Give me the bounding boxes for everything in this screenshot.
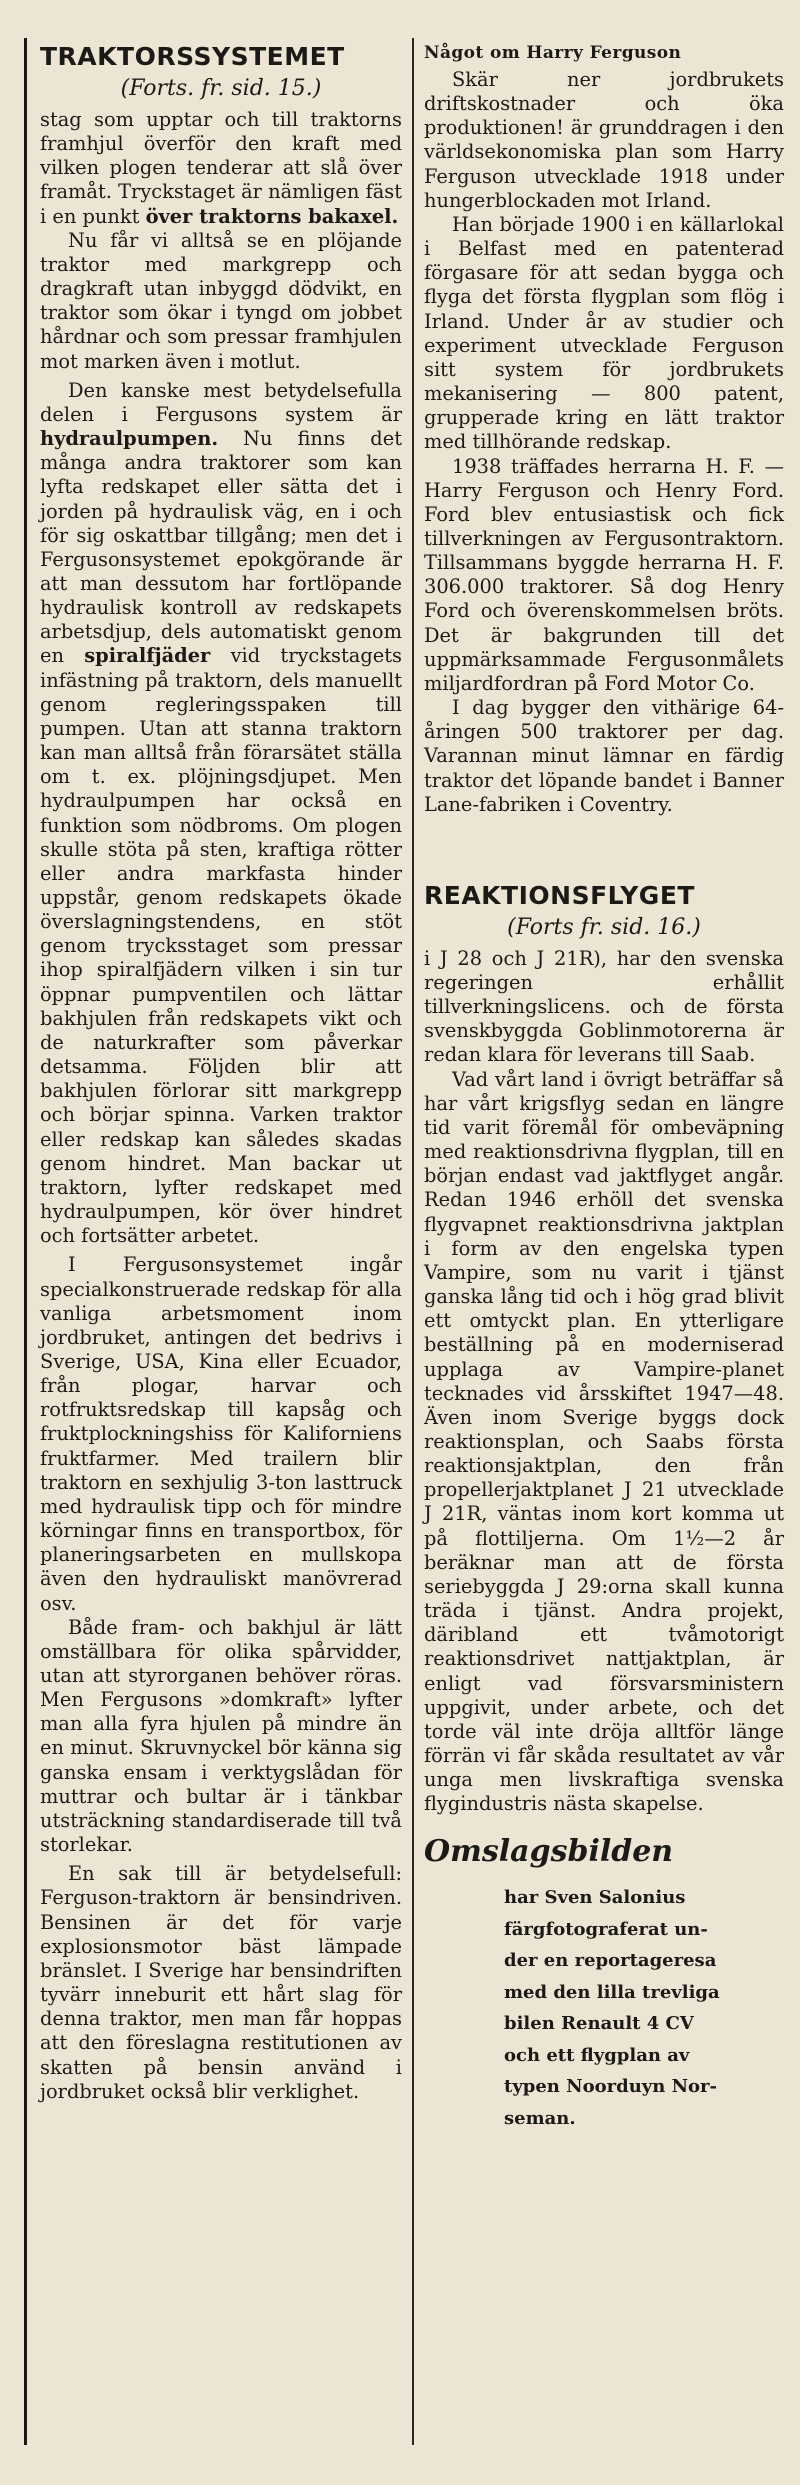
left-margin-rule [24,38,27,2445]
paragraph: stag som upptar och till traktorns framhjul överför den kraft med vilken plogen tenderar att slå över framåt. Tryckstaget är nämligen fäst i en punkt över traktorns bakaxel. [40,108,402,228]
continuation-note: (Forts fr. sid. 16.) [507,914,701,940]
caption-line: typen Noorduyn Nor- [504,2076,718,2098]
caption-line: bilen Renault 4 CV [504,2013,694,2035]
caption-line: har Sven Salonius [504,1887,686,1909]
continuation-note: (Forts. fr. sid. 15.) [120,76,322,101]
article-title: REAKTIONSFLYGET [424,880,695,910]
left-column [40,36,402,2104]
cover-caption [504,1882,784,2134]
caption-line: med den lilla trevliga [504,1981,720,2003]
paragraph: Den kanske mest betydelsefulla delen i Fergusons system är hydraulpumpen. Nu finns det många andra traktorer som kan lyfta redskapet eller sätta det i jorden på hydraulisk väg, en i och för sig oskattbar tillgång; men det i Fergusonsystemet epokgörande är att man dessutom har fortlöpande hydraulisk kontroll av redskapets arbetsdjup, dels automatiskt genom en spiralfjäder vid tryckstagets infästning på traktorn, dels manuellt genom regleringsspaken till pumpen. Utan att stanna traktorn kan man alltså från förarsätet ställa om t. ex. plöjningsdjupet. Men hydraulpumpen har också en funktion som nödbroms. Om plogen skulle stöta på sten, kraftiga rötter eller andra markfasta hinder uppstår, genom redskapets ökade överslagningstendens, en stöt genom trycksstaget som pressar ihop spiralfjädern vilken i sin tur öppnar pumpventilen och lättar bakhjulen från redskapets vikt och de naturkrafter som påverkar detsamma. Följden blir att bakhjulen förlorar sitt markgrepp och börjar spinna. Varken traktor eller redskap kan således skadas genom hindret. Man backar ut traktorn, lyfter redskapet med hydraulpumpen, kör över hindret och fortsätter arbetet. [40,378,402,1248]
paragraph: Nu får vi alltså se en plöjande traktor med markgrepp och dragkraft utan inbyggd dödvikt, en traktor som ökar i tyngd om jobbet hårdnar och som pressar framhjulen mot marken även i motlut. [40,228,402,373]
paragraph: Han började 1900 i en källarlokal i Belfast med en patenterad förgasare för att sedan bygga och flyga det första flygplan som flög i Irland. Under år av studier och experiment utvecklade Ferguson sitt system för jordbrukets mekanisering — 800 patent, grupperade kring en lätt traktor med tillhörande redskap. [424,212,784,454]
caption-line: färgfotograferat un- [504,1918,708,1940]
article-title: TRAKTORSSYSTEMET [40,42,345,71]
spacer [424,817,784,875]
caption-line: seman. [504,2107,576,2129]
paragraph: I Fergusonsystemet ingår specialkonstruerade redskap för alla vanliga arbetsmoment inom jordbruket, antingen det bedrivs i Sverige, USA, Kina eller Ecuador, från plogar, harvar och rotfruktsredskap till kapsåg och fruktplockningshiss för Kaliforniens fruktfarmer. Med trailern blir traktorn en sexhjulig 3-ton lasttruck med hydraulisk tipp och för mindre körningar finns en transportbox, för planeringsarbeten en mullskopa även den hydrauliskt manövrerad osv. [40,1253,402,1615]
right-column [424,36,784,2134]
caption-line: och ett flygplan av [504,2044,690,2066]
caption-line: der en reportageresa [504,1950,717,1972]
paragraph: En sak till är betydelsefull: Ferguson-traktorn är bensindriven. Bensinen är det för varje explosionsmotor bäst lämpade bränslet. I Sverige har bensindriften tyvärr inneburit ett hårt slag för denna traktor, men man får hoppas att den föreslagna restitutionen av skatten på bensin använd i jordbruket också blir verklighet. [40,1862,402,2103]
column-divider [412,38,414,2445]
paragraph: i J 28 och J 21R), har den svenska regeringen erhållit tillverkningslicens. och de första svenskbyggda Goblinmotorerna är redan klara för leverans till Saab. [424,946,784,1067]
cover-caption-title: Omslagsbilden [424,1834,674,1870]
paragraph: 1938 träffades herrarna H. F. — Harry Ferguson och Henry Ford. Ford blev entusiastisk och fick tillverkningen av Fergusontraktorn. Tillsammans byggde herrarna H. F. 306.000 traktorer. Så dog Henry Ford och överenskommelsen bröts. Det är bakgrunden till det uppmärksammade Fergusonmålets miljardfordran på Ford Motor Co. [424,454,784,695]
paragraph: Vad vårt land i övrigt beträffar så har vårt krigsflyg sedan en längre tid varit föremål för ombeväpning med reaktionsdrivna flygplan, till en början endast vad jaktflyget angår. Redan 1946 erhöll det svenska flygvapnet reaktionsdrivna jaktplan i form av den engelska typen Vampire, som nu varit i tjänst ganska lång tid och i hög grad blivit ett omtyckt plan. En ytterligare beställning på en moderniserad upplaga av Vampire-planet tecknades vid årsskiftet 1947—48. Även inom Sverige byggs dock reaktionsplan, och Saabs första reaktionsjaktplan, den från propellerjaktplanet J 21 utvecklade J 21R, väntas inom kort komma ut på flottiljerna. Om 1½—2 år beräknar man att de första seriebyggda J 29:orna skall kunna träda i tjänst. Andra projekt, däribland ett tvåmotorigt reaktionsdrivet nattjaktplan, är enligt vad försvarsministern uppgivit, under arbete, och det torde väl inte dröja alltför länge förrän vi får skåda resultatet av vår unga men livskraftiga svenska flygindustris nästa skapelse. [424,1067,784,1816]
paragraph: Både fram- och bakhjul är lätt omställbara för olika spårvidder, utan att styrorganen behöver röras. Men Fergusons »domkraft» lyfter man alla fyra hjulen på mindre än en minut. Skruvnyckel bör känna sig ganska ensam i verktygslådan för muttrar och bultar är i tänkbar utsträckning standardiserade till två storlekar. [40,1615,402,1857]
paragraph: Skär ner jordbrukets driftskostnader och öka produktionen! är grunddragen i den världsekonomiska plan som Harry Ferguson utvecklade 1918 under hungerblockaden mot Irland. [424,68,784,212]
section-subheading: Något om Harry Ferguson [424,43,682,63]
paragraph: I dag bygger den vithärige 64-åringen 500 traktorer per dag. Varannan minut lämnar en färdig traktor det löpande bandet i Banner Lane-fabriken i Coventry. [424,696,784,816]
